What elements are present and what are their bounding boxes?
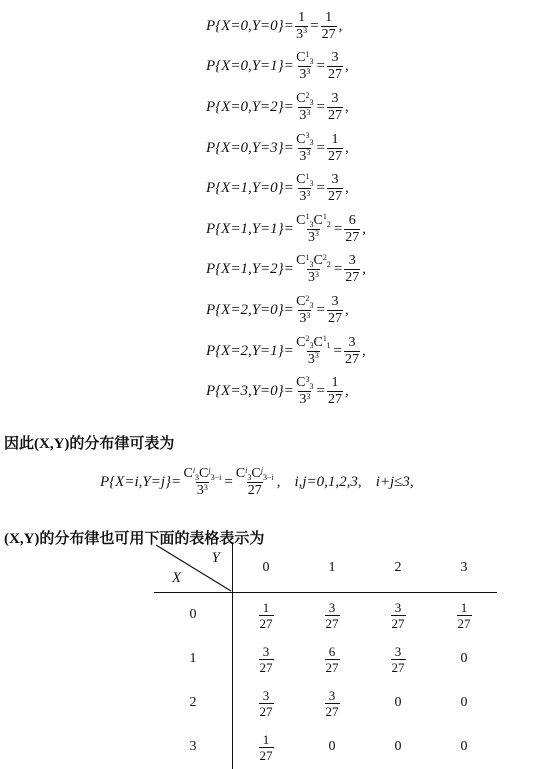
fraction-numerator bbox=[295, 376, 314, 391]
row-header: 0 bbox=[154, 593, 233, 638]
combination-fraction bbox=[295, 254, 332, 285]
comb-symbol: C bbox=[296, 375, 306, 391]
fraction-denominator bbox=[298, 66, 311, 82]
probability-cell bbox=[299, 725, 365, 769]
equation-lhs: P{X=1,Y=0} bbox=[206, 180, 284, 197]
cell-numerator: 1 bbox=[460, 599, 468, 615]
den-base: 3 bbox=[196, 483, 204, 498]
equation-lhs: P{X=3,Y=0} bbox=[206, 383, 284, 400]
combination-fraction bbox=[295, 295, 314, 326]
cell-fraction bbox=[325, 689, 340, 718]
table-corner-cell bbox=[154, 544, 233, 593]
combination-fraction bbox=[295, 133, 314, 164]
comb-sup: j bbox=[260, 465, 263, 475]
equals-sign: = bbox=[284, 180, 294, 197]
fraction-numerator bbox=[295, 336, 331, 351]
probability-cell bbox=[299, 681, 365, 725]
table-row bbox=[154, 681, 497, 725]
result-denominator: 27 bbox=[327, 310, 342, 326]
cell-denominator: 27 bbox=[325, 659, 339, 675]
cell-fraction bbox=[259, 601, 274, 630]
comb-symbol: C bbox=[296, 50, 306, 66]
probability-cell bbox=[299, 637, 365, 681]
den-base: 3 bbox=[299, 310, 307, 326]
combination-term bbox=[296, 172, 313, 187]
row-header: 2 bbox=[154, 681, 233, 725]
equals-sign: = bbox=[284, 58, 294, 75]
result-denominator: 27 bbox=[345, 229, 360, 245]
comb-symbol: C bbox=[199, 466, 209, 481]
equation-lhs: P{X=0,Y=2} bbox=[206, 98, 284, 115]
fraction-denominator bbox=[298, 148, 311, 164]
fraction-denominator bbox=[307, 351, 320, 367]
column-header: 3 bbox=[431, 544, 497, 593]
probability-cell bbox=[431, 681, 497, 725]
comb-sup: 1 bbox=[322, 334, 327, 344]
general-fraction-2 bbox=[235, 467, 275, 498]
comb-symbol: C bbox=[313, 253, 323, 269]
comb-sup: 1 bbox=[322, 212, 327, 222]
cell-value: 0 bbox=[460, 695, 468, 710]
equation-lhs: P{X=1,Y=1} bbox=[206, 220, 284, 237]
equals-sign: = bbox=[333, 342, 342, 359]
equals-sign: = bbox=[284, 342, 294, 359]
equals-sign: = bbox=[333, 220, 343, 237]
cell-value: 0 bbox=[460, 739, 468, 754]
equals-sign: = bbox=[316, 58, 325, 75]
cell-value: 0 bbox=[328, 739, 336, 754]
cell-fraction bbox=[457, 601, 472, 630]
probability-cell bbox=[365, 681, 431, 725]
table-row bbox=[154, 725, 497, 769]
comma: , bbox=[276, 474, 281, 490]
probability-equation bbox=[206, 6, 546, 47]
combination-term bbox=[296, 335, 313, 350]
den-base: 3 bbox=[307, 270, 315, 286]
cell-denominator: 27 bbox=[259, 703, 273, 719]
comb-sub: 3 bbox=[309, 219, 314, 229]
result-fraction bbox=[327, 51, 343, 82]
den-sup: 3 bbox=[303, 26, 308, 36]
cell-fraction bbox=[391, 645, 406, 674]
result-numerator: 1 bbox=[325, 9, 333, 25]
result-fraction bbox=[344, 254, 360, 285]
den-base: 3 bbox=[299, 107, 307, 123]
intro-text: 因此(X,Y)的分布律可表为 bbox=[4, 436, 175, 452]
combination-fraction bbox=[295, 11, 308, 42]
equals-sign: = bbox=[284, 17, 294, 34]
comb-symbol: C bbox=[313, 334, 323, 350]
den-sup: 3 bbox=[314, 229, 319, 239]
cell-numerator: 3 bbox=[328, 687, 336, 703]
comb-sub: 2 bbox=[326, 219, 331, 229]
probability-cell bbox=[233, 725, 300, 769]
probability-equation-list bbox=[206, 6, 546, 412]
result-denominator: 27 bbox=[327, 67, 342, 83]
comb-sup: 1 bbox=[305, 252, 310, 262]
comma: , bbox=[362, 261, 367, 278]
probability-equation bbox=[206, 47, 546, 88]
index-condition: i,j=0,1,2,3, bbox=[294, 474, 362, 490]
probability-cell bbox=[233, 637, 300, 681]
column-header: 1 bbox=[299, 544, 365, 593]
result-numerator: 1 bbox=[331, 375, 339, 391]
comb-symbol: C bbox=[251, 466, 261, 481]
result-fraction bbox=[327, 92, 343, 123]
cell-numerator: 3 bbox=[262, 687, 270, 703]
equals-sign: = bbox=[316, 301, 325, 318]
combination-term bbox=[296, 91, 313, 106]
result-fraction bbox=[344, 214, 360, 245]
result-numerator: 3 bbox=[348, 334, 356, 350]
fraction-denominator bbox=[307, 269, 320, 285]
equation-lhs: P{X=0,Y=0} bbox=[206, 17, 284, 34]
cell-fraction bbox=[259, 689, 274, 718]
fraction-numerator bbox=[295, 133, 314, 148]
den-base: 3 bbox=[296, 26, 304, 42]
result-denominator: 27 bbox=[345, 351, 359, 367]
comb-sub: 1 bbox=[326, 341, 331, 351]
comb-sub: 3 bbox=[309, 381, 314, 391]
combination-fraction bbox=[295, 173, 314, 204]
probability-cell bbox=[233, 593, 300, 638]
comb-sub: 3 bbox=[309, 138, 314, 148]
comma: , bbox=[344, 58, 349, 75]
cell-denominator: 27 bbox=[391, 659, 405, 675]
comb-sup: 2 bbox=[305, 334, 310, 344]
result-numerator: 3 bbox=[348, 253, 356, 269]
den-sup: 3 bbox=[314, 351, 319, 361]
den-base: 3 bbox=[299, 392, 307, 408]
cell-denominator: 27 bbox=[325, 615, 339, 631]
column-header: 2 bbox=[365, 544, 431, 593]
equals-sign: = bbox=[316, 180, 325, 197]
comb-symbol: C bbox=[313, 212, 323, 228]
combination-term bbox=[296, 213, 313, 228]
distribution-table bbox=[154, 544, 497, 769]
comb-sup: j bbox=[208, 465, 211, 475]
comb-sub: 3 bbox=[309, 178, 314, 188]
comma: , bbox=[344, 301, 349, 318]
cell-numerator: 3 bbox=[262, 643, 270, 659]
column-variable-label: Y bbox=[211, 550, 220, 566]
result-fraction bbox=[321, 11, 337, 42]
comma: , bbox=[362, 220, 367, 237]
den-sup: 3 bbox=[306, 67, 311, 76]
comb-sub: 3 bbox=[309, 97, 314, 107]
fraction-denominator bbox=[298, 310, 311, 326]
table-header-row bbox=[154, 544, 497, 593]
den-sup: 3 bbox=[314, 269, 319, 279]
equation-lhs: P{X=1,Y=2} bbox=[206, 261, 284, 278]
cell-value: 0 bbox=[460, 651, 468, 666]
cell-numerator: 3 bbox=[394, 643, 402, 659]
general-fraction-1 bbox=[182, 467, 222, 498]
fraction-numerator bbox=[295, 92, 314, 107]
comb-sub: 3 bbox=[309, 57, 314, 67]
comb-sub: 3 bbox=[309, 341, 314, 351]
probability-equation bbox=[206, 331, 546, 372]
cell-numerator: 3 bbox=[328, 599, 336, 615]
equation-lhs: P{X=2,Y=0} bbox=[206, 301, 284, 318]
comb-sub: 3 bbox=[309, 260, 314, 270]
den-value: 27 bbox=[247, 483, 262, 498]
combination-fraction bbox=[295, 214, 332, 245]
cell-fraction bbox=[259, 645, 274, 674]
cell-denominator: 27 bbox=[259, 659, 273, 675]
comb-sup: 2 bbox=[305, 293, 310, 303]
fraction-denominator bbox=[307, 229, 320, 245]
table-intro: (X,Y)的分布律也可用下面的表格表示为 bbox=[4, 531, 265, 547]
comb-symbol: C bbox=[183, 466, 193, 481]
table-row bbox=[154, 593, 497, 638]
comb-sub: 2 bbox=[326, 260, 331, 270]
probability-cell bbox=[431, 637, 497, 681]
equals-sign: = bbox=[284, 261, 294, 278]
equals-sign: = bbox=[284, 98, 294, 115]
comb-symbol: C bbox=[235, 466, 246, 481]
column-header: 0 bbox=[233, 544, 300, 593]
cell-denominator: 27 bbox=[259, 747, 273, 763]
den-base: 3 bbox=[307, 351, 315, 367]
fraction-denominator bbox=[298, 188, 311, 204]
combination-fraction bbox=[295, 92, 314, 123]
distribution-intro-text bbox=[4, 432, 174, 453]
fraction-numerator bbox=[295, 173, 314, 188]
comb-sup: 1 bbox=[305, 50, 310, 59]
result-denominator: 27 bbox=[327, 189, 342, 205]
probability-cell bbox=[233, 681, 300, 725]
result-fraction bbox=[327, 376, 343, 407]
equals-sign: = bbox=[333, 261, 343, 278]
combination-term bbox=[296, 132, 313, 147]
probability-cell bbox=[365, 725, 431, 769]
fraction-numerator bbox=[297, 11, 306, 26]
cell-fraction bbox=[391, 601, 406, 630]
distribution-table-grid bbox=[154, 544, 497, 769]
comma: , bbox=[344, 383, 349, 400]
fraction-numerator bbox=[295, 51, 314, 66]
result-numerator: 1 bbox=[331, 131, 339, 147]
comb-sub: 3 bbox=[195, 472, 200, 482]
combination-term bbox=[313, 335, 330, 350]
comb-sup: i bbox=[245, 465, 248, 475]
fraction-numerator bbox=[295, 254, 332, 269]
result-denominator: 27 bbox=[321, 26, 336, 42]
equation-lhs: P{X=0,Y=3} bbox=[206, 139, 284, 156]
cell-numerator: 1 bbox=[262, 599, 270, 615]
comma: , bbox=[362, 342, 366, 359]
comb-symbol: C bbox=[296, 253, 306, 269]
den-base: 3 bbox=[299, 67, 307, 83]
comma: , bbox=[338, 17, 343, 34]
combination-term bbox=[296, 375, 313, 390]
comb-sub: 3 bbox=[309, 300, 314, 310]
probability-equation bbox=[206, 250, 546, 291]
result-denominator: 27 bbox=[327, 107, 342, 123]
row-variable-label: X bbox=[172, 570, 182, 586]
comb-sup: 3 bbox=[305, 131, 310, 141]
equals-sign: = bbox=[224, 474, 233, 490]
diagonal-divider bbox=[154, 544, 232, 592]
fraction-denominator bbox=[295, 26, 308, 42]
probability-equation bbox=[206, 168, 546, 209]
probability-cell bbox=[299, 593, 365, 638]
equation-lhs: P{X=0,Y=1} bbox=[206, 58, 284, 75]
sum-condition: i+j≤3, bbox=[375, 474, 414, 490]
probability-equation bbox=[206, 87, 546, 128]
result-fraction bbox=[327, 295, 343, 326]
result-fraction bbox=[327, 173, 343, 204]
probability-cell bbox=[431, 725, 497, 769]
comb-symbol: C bbox=[296, 212, 306, 228]
equals-sign: = bbox=[172, 474, 181, 490]
comb-symbol: C bbox=[296, 334, 306, 350]
result-fraction bbox=[344, 336, 360, 367]
combination-term bbox=[296, 294, 313, 309]
numerator-value: 1 bbox=[298, 9, 306, 25]
equals-sign: = bbox=[316, 98, 325, 115]
equals-sign: = bbox=[316, 139, 325, 156]
equals-sign: = bbox=[284, 301, 294, 318]
cell-numerator: 6 bbox=[328, 643, 336, 659]
combination-fraction bbox=[295, 336, 331, 367]
den-sup: 3 bbox=[306, 107, 311, 117]
den-sup: 3 bbox=[203, 482, 208, 492]
cell-value: 0 bbox=[394, 695, 402, 710]
comb-symbol: C bbox=[296, 293, 306, 309]
combination-term bbox=[313, 213, 330, 228]
cell-numerator: 3 bbox=[394, 599, 402, 615]
combination-fraction bbox=[295, 51, 314, 82]
probability-cell bbox=[431, 593, 497, 638]
result-numerator: 3 bbox=[331, 293, 339, 309]
cell-denominator: 27 bbox=[325, 703, 339, 719]
comb-sup: 2 bbox=[322, 252, 327, 262]
combination-term bbox=[296, 50, 313, 65]
comb-symbol: C bbox=[296, 90, 306, 106]
cell-value: 0 bbox=[394, 739, 402, 754]
result-numerator: 3 bbox=[331, 172, 339, 188]
probability-equation bbox=[206, 128, 546, 169]
comb-sup: 1 bbox=[305, 212, 310, 222]
comb-sub: 3−i bbox=[262, 472, 274, 482]
result-numerator: 3 bbox=[331, 50, 339, 66]
result-numerator: 3 bbox=[331, 90, 339, 106]
comma: , bbox=[344, 180, 349, 197]
result-fraction bbox=[327, 133, 343, 164]
general-formula bbox=[100, 467, 414, 498]
probability-equation bbox=[206, 371, 546, 412]
comma: , bbox=[344, 139, 349, 156]
comb-symbol: C bbox=[296, 131, 306, 147]
fraction-numerator bbox=[295, 295, 314, 310]
combination-term bbox=[313, 253, 330, 268]
equals-sign: = bbox=[284, 139, 294, 156]
cell-fraction bbox=[259, 733, 274, 762]
equals-sign: = bbox=[284, 220, 294, 237]
comb-sup: 1 bbox=[305, 171, 310, 181]
cell-denominator: 27 bbox=[391, 615, 405, 631]
den-sup: 3 bbox=[306, 188, 311, 198]
equals-sign: = bbox=[284, 383, 294, 400]
probability-equation bbox=[206, 209, 546, 250]
combination-fraction bbox=[295, 376, 314, 407]
result-denominator: 27 bbox=[327, 392, 342, 408]
comb-sub: 3−i bbox=[210, 472, 222, 482]
result-numerator: 6 bbox=[348, 212, 356, 228]
cell-numerator: 1 bbox=[262, 731, 270, 747]
equals-sign: = bbox=[316, 383, 325, 400]
fraction-denominator bbox=[298, 391, 311, 407]
den-base: 3 bbox=[307, 229, 315, 245]
probability-equation bbox=[206, 290, 546, 331]
den-sup: 3 bbox=[306, 391, 311, 401]
cell-denominator: 27 bbox=[457, 615, 471, 631]
probability-cell bbox=[365, 593, 431, 638]
equals-sign: = bbox=[310, 17, 319, 34]
fraction-numerator bbox=[295, 214, 332, 229]
row-header: 1 bbox=[154, 637, 233, 681]
row-header: 3 bbox=[154, 725, 233, 769]
equation-lhs: P{X=2,Y=1} bbox=[206, 342, 284, 359]
probability-cell bbox=[365, 637, 431, 681]
cell-denominator: 27 bbox=[259, 615, 273, 631]
general-lhs: P{X=i,Y=j} bbox=[100, 474, 171, 490]
comb-sup: 3 bbox=[305, 374, 310, 384]
den-base: 3 bbox=[299, 189, 307, 205]
den-sup: 3 bbox=[306, 310, 311, 320]
table-row bbox=[154, 637, 497, 681]
combination-term bbox=[296, 253, 313, 268]
fraction-denominator bbox=[298, 107, 311, 123]
result-denominator: 27 bbox=[327, 148, 342, 164]
comb-sup: i bbox=[192, 465, 196, 475]
den-sup: 3 bbox=[306, 148, 311, 158]
comb-sup: 2 bbox=[305, 90, 310, 100]
cell-fraction bbox=[325, 601, 340, 630]
den-base: 3 bbox=[299, 148, 307, 164]
cell-fraction bbox=[325, 645, 340, 674]
comb-sub: 3 bbox=[247, 472, 252, 482]
comb-symbol: C bbox=[296, 172, 306, 188]
result-denominator: 27 bbox=[345, 270, 360, 286]
comma: , bbox=[344, 98, 349, 115]
